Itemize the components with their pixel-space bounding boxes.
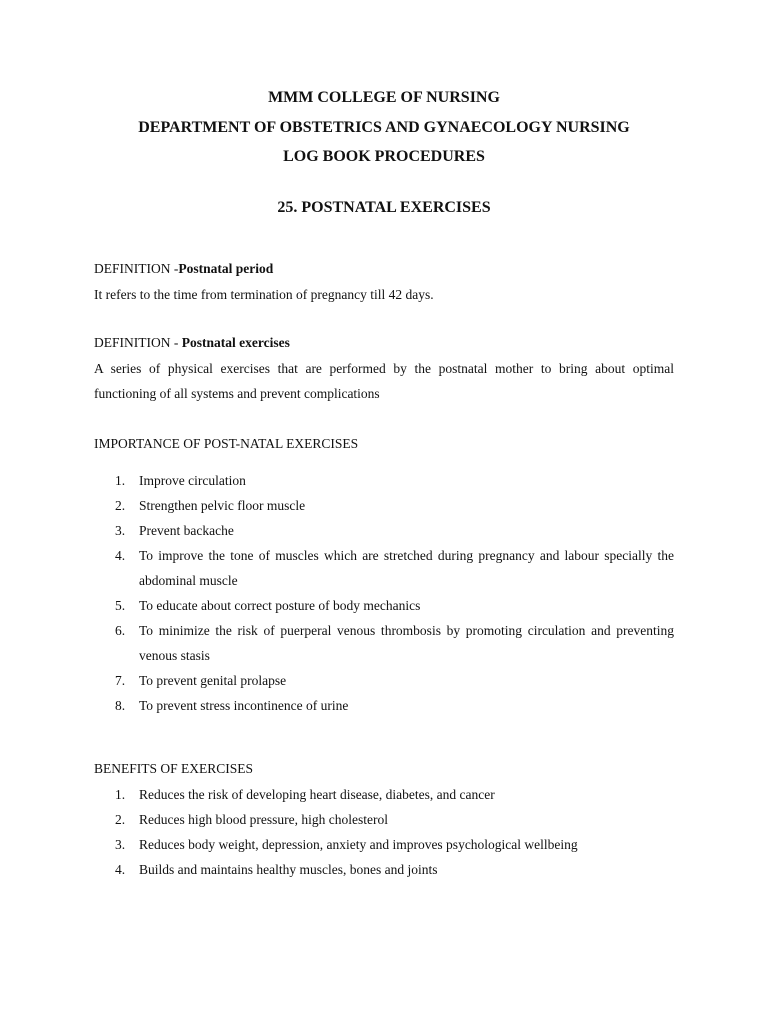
procedure-title: 25. POSTNATAL EXERCISES <box>277 199 491 216</box>
list-item <box>0 857 674 882</box>
list-item <box>0 807 674 832</box>
benefits-heading: BENEFITS OF EXERCISES <box>94 761 254 776</box>
list-item-number: 7. <box>115 673 126 688</box>
list-item <box>0 618 674 668</box>
definition-label: DEFINITION - <box>94 335 182 350</box>
list-item-text: To educate about correct posture of body mechanics <box>139 598 421 613</box>
list-item-text: Reduces the risk of developing heart disease, diabetes, and cancer <box>139 787 495 802</box>
list-item-text: To prevent stress incontinence of urine <box>139 698 349 713</box>
department-name: DEPARTMENT OF OBSTETRICS AND GYNAECOLOGY NURSING <box>138 119 630 136</box>
list-item-text: Reduces body weight, depression, anxiety and improves psychological wellbeing <box>139 837 578 852</box>
list-item-text: To prevent genital prolapse <box>139 673 287 688</box>
list-item-text: Reduces high blood pressure, high cholesterol <box>139 812 388 827</box>
definition-period-heading <box>94 260 273 278</box>
list-item-number: 5. <box>115 598 126 613</box>
list-item-text: Strengthen pelvic floor muscle <box>139 498 306 513</box>
list-item-number: 2. <box>115 812 126 827</box>
list-item-number: 6. <box>115 623 126 638</box>
list-item-number: 1. <box>115 473 126 488</box>
definition-exercises-heading <box>94 334 290 352</box>
definition-label: DEFINITION - <box>94 261 179 276</box>
document-type: LOG BOOK PROCEDURES <box>283 148 485 165</box>
college-name: MMM COLLEGE OF NURSING <box>268 89 500 106</box>
list-item-text: To improve the tone of muscles which are stretched during pregnancy and labour specially the abdominal muscle <box>139 548 674 588</box>
list-item-text: To minimize the risk of puerperal venous thrombosis by promoting circulation and preventing venous stasis <box>139 623 674 663</box>
list-item <box>0 668 674 693</box>
importance-heading: IMPORTANCE OF POST-NATAL EXERCISES <box>94 436 359 451</box>
list-item <box>0 693 674 718</box>
benefits-list <box>0 782 768 882</box>
list-item <box>0 493 674 518</box>
definition-exercises-text: A series of physical exercises that are performed by the postnatal mother to bring about optimal functioning of all systems and prevent complications <box>94 361 674 401</box>
list-item-number: 3. <box>115 837 126 852</box>
list-item-number: 3. <box>115 523 126 538</box>
list-item-text: Prevent backache <box>139 523 234 538</box>
list-item-number: 2. <box>115 498 126 513</box>
list-item <box>0 468 674 493</box>
list-item <box>0 593 674 618</box>
definition-term: Postnatal period <box>178 261 274 276</box>
list-item-number: 8. <box>115 698 126 713</box>
list-item-text: Builds and maintains healthy muscles, bones and joints <box>139 862 438 877</box>
list-item <box>0 543 674 593</box>
list-item <box>0 832 674 857</box>
importance-list <box>0 468 768 718</box>
list-item <box>0 782 674 807</box>
list-item-number: 4. <box>115 548 126 563</box>
list-item <box>0 518 674 543</box>
list-item-number: 1. <box>115 787 126 802</box>
definition-period-text: It refers to the time from termination of pregnancy till 42 days. <box>94 287 434 302</box>
definition-term: Postnatal exercises <box>181 335 290 350</box>
list-item-number: 4. <box>115 862 126 877</box>
list-item-text: Improve circulation <box>139 473 246 488</box>
